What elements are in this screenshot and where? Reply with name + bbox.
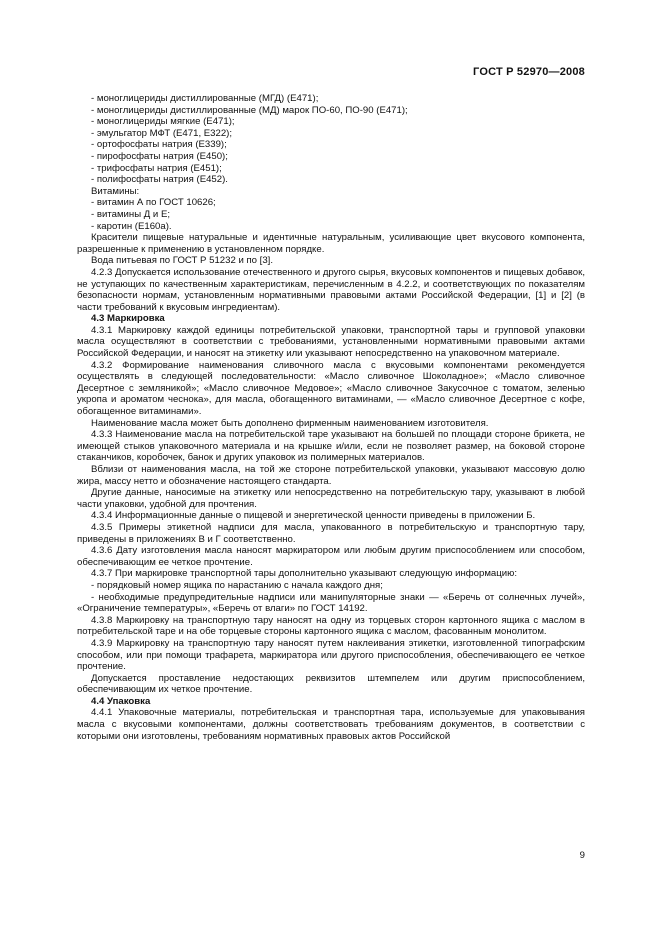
- paragraph: Наименование масла может быть дополнено фирменным наименованием изготовителя.: [91, 417, 489, 429]
- vitamins-heading: Витамины:: [91, 185, 140, 197]
- list-item: - моноглицериды мягкие (Е471);: [91, 116, 235, 128]
- standard-header: ГОСТ Р 52970—2008: [473, 66, 585, 78]
- section-heading-marking: 4.3 Маркировка: [91, 313, 165, 325]
- paragraph: Вблизи от наименования масла, на той же стороне потребительской упаковки, указывают массовую долю жира, массу нетто и обозначение настоящего стандарта.: [77, 464, 585, 487]
- clause-4-3-8: 4.3.8 Маркировку на транспортную тару наносят на одну из торцевых сторон картонного ящика с маслом в потребительской таре и на обе торцевые стороны картонного ящика с маслом, фасованным монолитом.: [77, 614, 585, 638]
- clause-4-3-7: 4.3.7 При маркировке транспортной тары дополнительно указывают следующую информацию:: [91, 568, 517, 580]
- clause-4-3-4: 4.3.4 Информационные данные о пищевой и энергетической ценности приведены в приложении Б.: [91, 510, 536, 522]
- clause-4-3-9: 4.3.9 Маркировку на транспортную тару наносят путем наклеивания этикетки, изготовленной типографским способом, или при помощи трафарета, маркиратора или другого приспособления, обеспечивающего ее четкое прочтение.: [77, 637, 585, 673]
- clause-4-2-3: 4.2.3 Допускается использование отечественного и другого сырья, вкусовых компонентов и пищевых добавок, не уступающих по качественным характеристикам, перечисленным в 4.2.2, и соответствующих по показателям безопасности нормам, установленным нормативными правовыми актами Российской Федерации, [1] и [2] (в части требований к вкусовым ингредиентам).: [77, 266, 585, 313]
- paragraph: Красители пищевые натуральные и идентичные натуральным, усиливающие цвет вкусового компонента, разрешенные к применению в установленном порядке.: [77, 232, 585, 255]
- list-item: - витамины Д и Е;: [91, 208, 171, 220]
- list-item: - ортофосфаты натрия (Е339);: [91, 139, 227, 151]
- list-item: - моноглицериды дистиллированные (МД) марок ПО-60, ПО-90 (Е471);: [91, 104, 408, 116]
- list-item: - каротин (Е160а).: [91, 220, 172, 232]
- list-item: - полифосфаты натрия (Е452).: [91, 174, 228, 186]
- page-number: 9: [579, 850, 585, 861]
- list-item: - порядковый номер ящика по нарастанию с начала каждого дня;: [91, 579, 383, 591]
- list-item: - необходимые предупредительные надписи или манипуляторные знаки — «Беречь от солнечных лучей», «Ограничение температуры», «Беречь от влаги» по ГОСТ 14192.: [77, 591, 585, 615]
- list-item: - витамин А по ГОСТ 10626;: [91, 197, 216, 209]
- list-item: - пирофосфаты натрия (Е450);: [91, 150, 228, 162]
- clause-4-3-6: 4.3.6 Дату изготовления масла наносят маркиратором или любым другим приспособлением или способом, обеспечивающим ее четкое прочтение.: [77, 545, 585, 568]
- list-item: - моноглицериды дистиллированные (МГД) (Е471);: [91, 93, 319, 104]
- clause-4-3-1: 4.3.1 Маркировку каждой единицы потребительской упаковки, транспортной тары и групповой упаковки масла осуществляют в соответствии с требованиями, установленными нормативными правовыми актами Российской Федерации, и наносят на этикетку или указывают непосредственно на упаковочном материале.: [77, 324, 585, 360]
- list-item: - эмульгатор МФТ (Е471, Е322);: [91, 127, 233, 139]
- clause-4-3-2: 4.3.2 Формирование наименования сливочного масла с вкусовыми компонентами рекомендуется осуществлять в следующей последовательности: «Масло сливочное Шоколадное»; «Масло сливочное Десертное с земляникой»; «Масло сливочное Медовое»; «Масло сливочное Закусочное с томатом, зеленью укропа и ароматом чеснока», для масла, обогащенного витаминами, — «Масло сливочное Десертное с кофе, обогащенное витаминами».: [77, 359, 585, 418]
- paragraph: Вода питьевая по ГОСТ Р 51232 и по [3].: [91, 255, 273, 267]
- paragraph: Допускается проставление недостающих реквизитов штемпелем или другим приспособлением, обеспечивающим их четкое прочтение.: [77, 672, 585, 696]
- clause-4-4-1: 4.4.1 Упаковочные материалы, потребительская и транспортная тара, используемые для упаковывания масла с вкусовыми компонентами, должны соответствовать требованиям документов, в соответствии с которыми они изготовлены, требованиям нормативных правовых актов Российской: [77, 707, 585, 742]
- paragraph: Другие данные, наносимые на этикетку или непосредственно на потребительскую тару, указывают в любой части упаковки, удобной для прочтения.: [77, 487, 585, 510]
- page-body: [77, 93, 585, 742]
- clause-4-3-5: 4.3.5 Примеры этикетной надписи для масла, упакованного в потребительскую и транспортную тару, приведены в приложениях В и Г соответственно.: [77, 521, 585, 545]
- list-item: - трифосфаты натрия (Е451);: [91, 162, 222, 174]
- clause-4-3-3: 4.3.3 Наименование масла на потребительской таре указывают на большей по площади стороне брикета, не имеющей стыков упаковочного материала и на крышке и/или, если не позволяет размер, на боковой стороне стаканчиков, коробочек, банок и других упаковок из полимерных материалов.: [77, 429, 585, 464]
- section-heading-packaging: 4.4 Упаковка: [91, 695, 151, 707]
